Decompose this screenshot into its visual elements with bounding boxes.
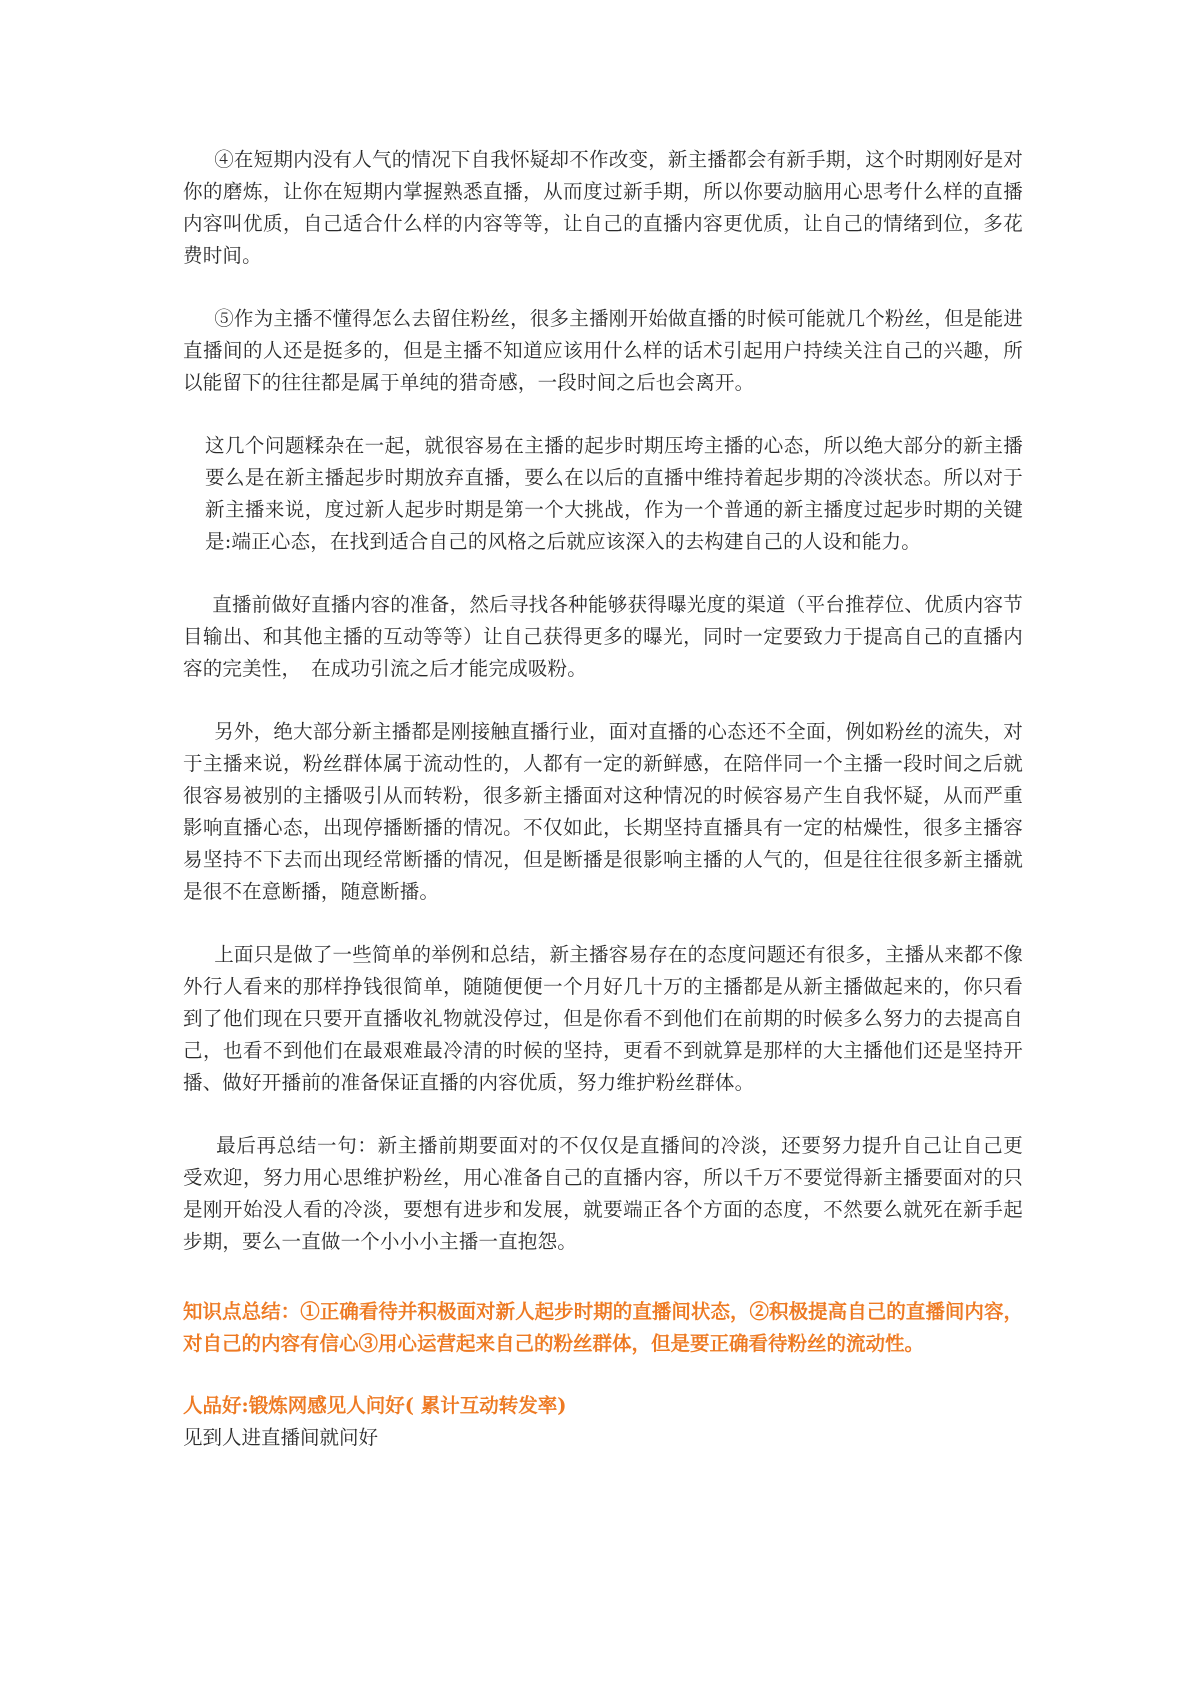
section-line: 见到人进直播间就问好 — [183, 1426, 379, 1449]
knowledge-summary: 知识点总结：①正确看待并积极面对新人起步时期的直播间状态，②积极提高自己的直播间内容，对自己的内容有信心③用心运营起来自己的粉丝群体，但是要正确看待粉丝的流动性。 — [183, 1300, 1023, 1355]
paragraph-examples: 上面只是做了一些简单的举例和总结，新主播容易存在的态度问题还有很多，主播从来都不像外行人看来的那样挣钱很简单，随随便便一个月好几十万的主播都是从新主播做起来的，你只看到了他们现在只要开直播收礼物就没停过，但是你看不到他们在前期的时候多么努力的去提高自己，也看不到他们在最艰难最冷清的时候的坚持，更看不到就算是那样的大主播他们还是坚持开播、做好开播前的准备保证直播的内容优质，努力维护粉丝群体。 — [183, 943, 1023, 1094]
paragraph-self-doubt: ④在短期内没有人气的情况下自我怀疑却不作改变，新主播都会有新手期，这个时期刚好是对你的磨炼，让你在短期内掌握熟悉直播，从而度过新手期，所以你要动脑用心思考什么样的直播内容叫优质，自己适合什么样的内容等等，让自己的直播内容更优质，让自己的情绪到位，多花费时间。 — [183, 148, 1023, 267]
paragraph-mindset: 这几个问题糅杂在一起，就很容易在主播的起步时期压垮主播的心态，所以绝大部分的新主播要么是在新主播起步时期放弃直播，要么在以后的直播中维持着起步期的冷淡状态。所以对于新主播来说，度过新人起步时期是第一个大挑战，作为一个普通的新主播度过起步时期的关键是:端正心态，在找到适合自己的风格之后就应该深入的去构建自己的人设和能力。 — [205, 434, 1023, 553]
paragraph-preparation: 直播前做好直播内容的准备，然后寻找各种能够获得曝光度的渠道（平台推荐位、优质内容节目输出、和其他主播的互动等等）让自己获得更多的曝光，同时一定要致力于提高自己的直播内容的完美性， 在成功引流之后才能完成吸粉。 — [183, 593, 1023, 680]
paragraph-fan-loss: 另外，绝大部分新主播都是刚接触直播行业，面对直播的心态还不全面，例如粉丝的流失，对于主播来说，粉丝群体属于流动性的，人都有一定的新鲜感，在陪伴同一个主播一段时间之后就很容易被别的主播吸引从而转粉，很多新主播面对这种情况的时候容易产生自我怀疑，从而严重影响直播心态，出现停播断播的情况。不仅如此，长期坚持直播具有一定的枯燥性，很多主播容易坚持不下去而出现经常断播的情况，但是断播是很影响主播的人气的，但是往往很多新主播就是很不在意断播，随意断播。 — [183, 720, 1023, 903]
paragraph-conclusion: 最后再总结一句：新主播前期要面对的不仅仅是直播间的冷淡，还要努力提升自己让自己更受欢迎，努力用心思维护粉丝，用心准备自己的直播内容，所以千万不要觉得新主播要面对的只是刚开始没人看的冷淡，要想有进步和发展，就要端正各个方面的态度，不然要么就死在新手起步期，要么一直做一个小小小主播一直抱怨。 — [183, 1134, 1023, 1253]
document-page — [183, 144, 1023, 1454]
section-heading: 人品好:锻炼网感见人问好( 累计互动转发率) — [183, 1394, 567, 1417]
paragraph-retain-fans: ⑤作为主播不懂得怎么去留住粉丝，很多主播刚开始做直播的时候可能就几个粉丝，但是能进直播间的人还是挺多的，但是主播不知道应该用什么样的话术引起用户持续关注自己的兴趣，所以能留下的往往都是属于单纯的猎奇感，一段时间之后也会离开。 — [183, 307, 1023, 394]
